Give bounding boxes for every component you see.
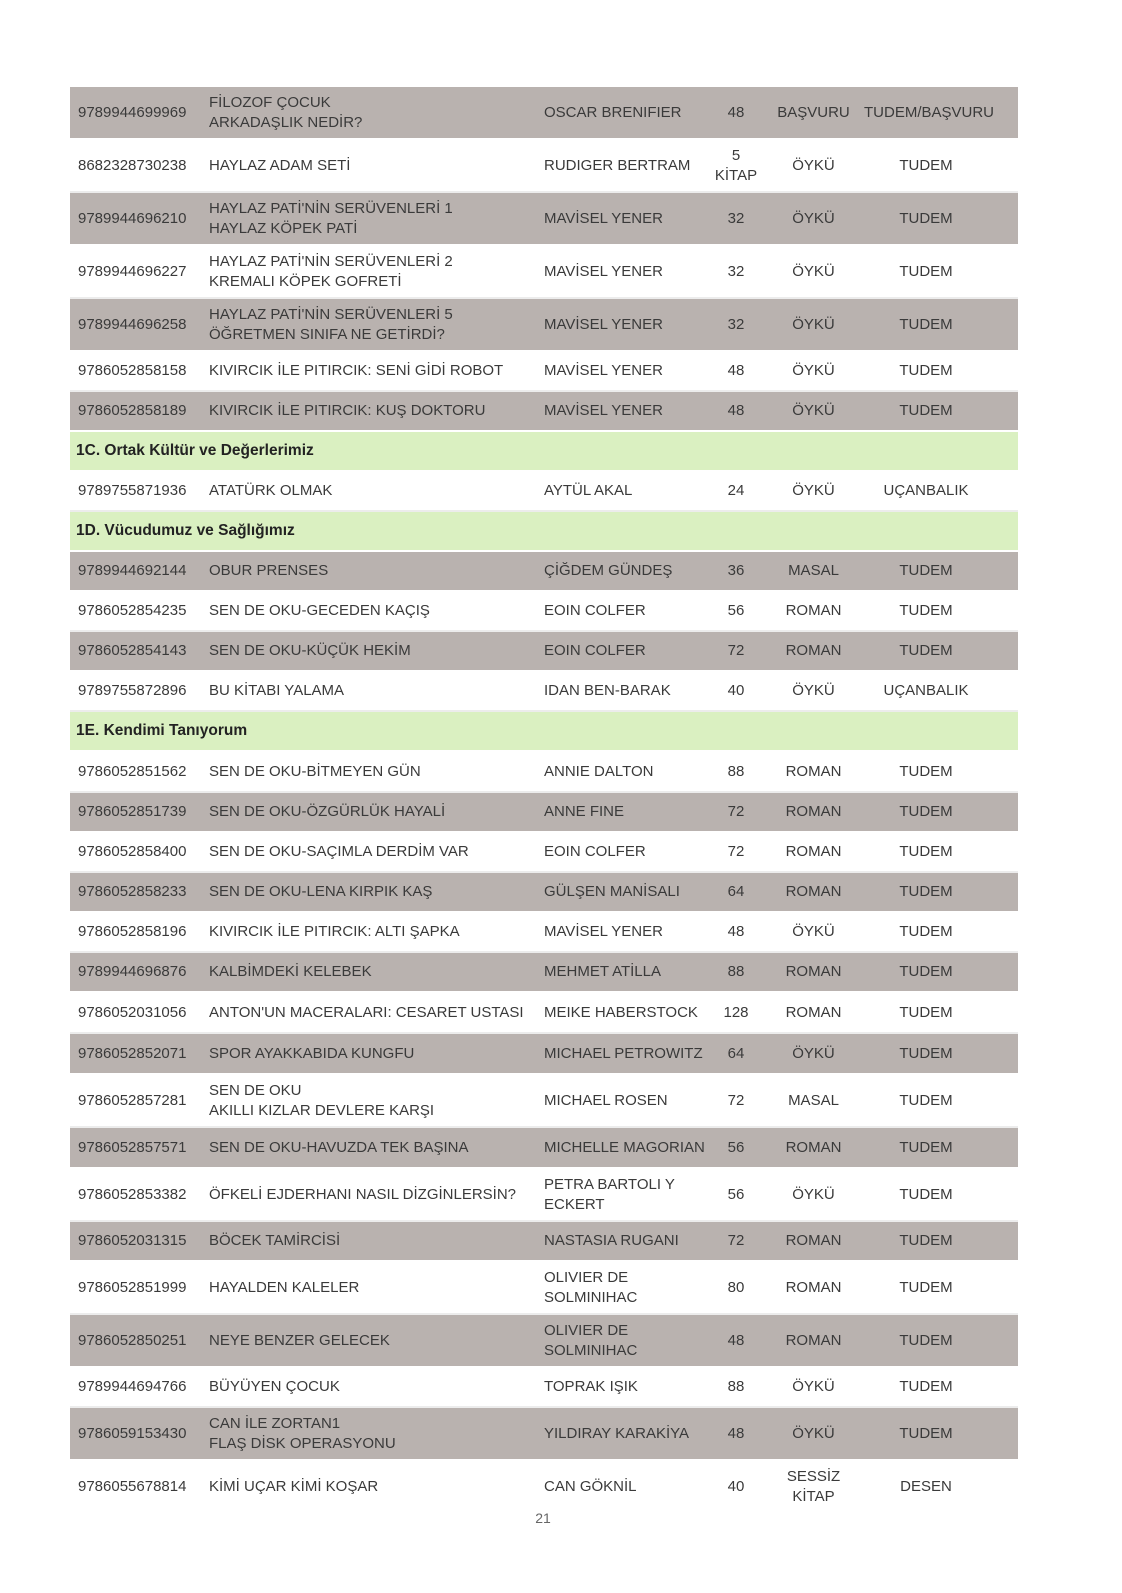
table-row	[70, 1034, 1018, 1075]
pages-cell: 88	[727, 1378, 745, 1395]
table-row	[70, 193, 1018, 246]
table-row	[70, 752, 1018, 793]
publisher-cell: TUDEM	[899, 602, 953, 619]
isbn-cell: 9789944694766	[78, 1378, 187, 1395]
isbn-cell: 9786052858233	[78, 883, 187, 900]
section-header: 1E. Kendimi Tanıyorum	[70, 712, 1018, 752]
publisher-cell: TUDEM	[899, 1331, 953, 1349]
table-row	[70, 913, 1018, 953]
publisher-cell: TUDEM	[899, 1003, 953, 1021]
isbn-cell: 9786052851562	[78, 762, 187, 780]
table-row	[70, 472, 1018, 512]
author-cell: YILDIRAY KARAKİYA	[544, 1424, 690, 1442]
isbn-cell: 9786052858196	[78, 923, 187, 940]
isbn-cell: 9786052851739	[78, 803, 187, 820]
table-row	[70, 246, 1018, 299]
isbn-cell: 9789944692144	[78, 562, 187, 579]
publisher-cell: TUDEM	[899, 1138, 953, 1156]
table-row	[70, 1408, 1018, 1461]
isbn-cell: 9786052850251	[78, 1331, 187, 1349]
publisher-cell: TUDEM	[899, 803, 953, 820]
table-row	[70, 953, 1018, 993]
pages-cell: 88	[727, 762, 745, 780]
title-cell: KİMİ UÇAR KİMİ KOŞAR	[209, 1477, 379, 1495]
isbn-cell: 9789944696258	[78, 315, 187, 333]
publisher-cell: TUDEM	[899, 883, 953, 900]
genre-cell: ÖYKÜ	[792, 262, 835, 280]
table-row	[70, 833, 1018, 873]
pages-cell: 5 KİTAP	[714, 146, 758, 184]
isbn-cell: 9789944696210	[78, 209, 187, 227]
publisher-cell: TUDEM	[899, 843, 953, 860]
title-cell: SEN DE OKU AKILLI KIZLAR DEVLERE KARŞI	[209, 1081, 435, 1119]
genre-cell: ÖYKÜ	[792, 156, 835, 174]
genre-cell: ROMAN	[785, 1003, 842, 1021]
isbn-cell: 9789944699969	[78, 103, 187, 121]
title-cell: BÖCEK TAMİRCİSİ	[209, 1232, 341, 1249]
author-cell: ÇİĞDEM GÜNDEŞ	[544, 562, 673, 579]
pages-cell: 48	[727, 1331, 745, 1349]
publisher-cell: UÇANBALIK	[883, 482, 969, 499]
publisher-cell: TUDEM	[899, 209, 953, 227]
pages-cell: 48	[727, 923, 745, 940]
genre-cell: ÖYKÜ	[792, 682, 835, 699]
genre-cell: ROMAN	[785, 1232, 842, 1249]
title-cell: KIVIRCIK İLE PITIRCIK: SENİ GİDİ ROBOT	[209, 362, 504, 379]
isbn-cell: 9786052858189	[78, 402, 187, 419]
author-cell: IDAN BEN-BARAK	[544, 682, 671, 699]
title-cell: SEN DE OKU-BİTMEYEN GÜN	[209, 762, 421, 780]
pages-cell: 72	[727, 642, 745, 659]
table-row	[70, 1128, 1018, 1169]
table-row	[70, 392, 1018, 432]
pages-cell: 72	[727, 1232, 745, 1249]
isbn-cell: 9789755871936	[78, 482, 187, 499]
publisher-cell: TUDEM	[899, 156, 953, 174]
title-cell: BU KİTABI YALAMA	[209, 682, 345, 699]
publisher-cell: UÇANBALIK	[883, 682, 969, 699]
pages-cell: 32	[727, 315, 745, 333]
author-cell: MICHAEL PETROWITZ	[544, 1044, 703, 1062]
title-cell: FİLOZOF ÇOCUK ARKADAŞLIK NEDİR?	[209, 93, 363, 131]
publisher-cell: TUDEM	[899, 262, 953, 280]
publisher-cell: TUDEM	[899, 963, 953, 980]
title-cell: ANTON'UN MACERALARI: CESARET USTASI	[209, 1003, 524, 1021]
table-row	[70, 1169, 1018, 1222]
title-cell: SPOR AYAKKABIDA KUNGFU	[209, 1044, 415, 1062]
isbn-cell: 9786052031056	[78, 1003, 187, 1021]
pages-cell: 40	[727, 682, 745, 699]
title-cell: SEN DE OKU-HAVUZDA TEK BAŞINA	[209, 1138, 469, 1156]
section-header: 1D. Vücudumuz ve Sağlığımız	[70, 512, 1018, 552]
genre-cell: ÖYKÜ	[792, 1424, 835, 1442]
genre-cell: ÖYKÜ	[792, 1185, 835, 1203]
author-cell: MEIKE HABERSTOCK	[544, 1003, 698, 1021]
pages-cell: 88	[727, 963, 745, 980]
table-row	[70, 592, 1018, 632]
publisher-cell: TUDEM/BAŞVURU	[864, 103, 995, 121]
pages-cell: 80	[727, 1278, 745, 1296]
publisher-cell: TUDEM	[899, 1424, 953, 1442]
page-number: 21	[535, 1510, 551, 1526]
genre-cell: MASAL	[788, 1091, 839, 1109]
title-cell: ÖFKELİ EJDERHANI NASIL DİZGİNLERSİN?	[209, 1185, 517, 1203]
author-cell: MAVİSEL YENER	[544, 402, 663, 419]
pages-cell: 72	[727, 803, 745, 820]
genre-cell: ROMAN	[785, 1331, 842, 1349]
isbn-cell: 9786052031315	[78, 1232, 187, 1249]
publisher-cell: TUDEM	[899, 402, 953, 419]
table-row	[70, 993, 1018, 1034]
author-cell: AYTÜL AKAL	[544, 482, 633, 499]
title-cell: CAN İLE ZORTAN1 FLAŞ DİSK OPERASYONU	[209, 1414, 396, 1452]
genre-cell: ROMAN	[785, 1138, 842, 1156]
author-cell: MAVİSEL YENER	[544, 209, 663, 227]
author-cell: MICHELLE MAGORIAN	[544, 1138, 705, 1156]
title-cell: HAYLAZ PATİ'NİN SERÜVENLERİ 5 ÖĞRETMEN SINIFA NE GETİRDİ?	[209, 305, 453, 343]
author-cell: EOIN COLFER	[544, 602, 646, 619]
publisher-cell: DESEN	[900, 1477, 952, 1495]
isbn-cell: 9786052851999	[78, 1278, 187, 1296]
genre-cell: ÖYKÜ	[792, 1378, 835, 1395]
isbn-cell: 9786052857571	[78, 1138, 187, 1156]
table-row	[70, 1222, 1018, 1262]
title-cell: BÜYÜYEN ÇOCUK	[209, 1378, 340, 1395]
genre-cell: ÖYKÜ	[792, 209, 835, 227]
genre-cell: MASAL	[788, 562, 839, 579]
author-cell: EOIN COLFER	[544, 843, 646, 860]
title-cell: SEN DE OKU-LENA KIRPIK KAŞ	[209, 883, 433, 900]
table-row	[70, 140, 1018, 193]
author-cell: OSCAR BRENIFIER	[544, 103, 682, 121]
table-row	[70, 87, 1018, 140]
title-cell: KALBİMDEKİ KELEBEK	[209, 963, 372, 980]
author-cell: MICHAEL ROSEN	[544, 1091, 668, 1109]
publisher-cell: TUDEM	[899, 762, 953, 780]
title-cell: ATATÜRK OLMAK	[209, 482, 333, 499]
title-cell: SEN DE OKU-SAÇIMLA DERDİM VAR	[209, 843, 469, 860]
genre-cell: ÖYKÜ	[792, 402, 835, 419]
genre-cell: ROMAN	[785, 803, 842, 820]
title-cell: NEYE BENZER GELECEK	[209, 1331, 390, 1349]
publisher-cell: TUDEM	[899, 1278, 953, 1296]
author-cell: EOIN COLFER	[544, 642, 646, 659]
section-header: 1C. Ortak Kültür ve Değerlerimiz	[70, 432, 1018, 472]
author-cell: MAVİSEL YENER	[544, 923, 663, 940]
publisher-cell: TUDEM	[899, 315, 953, 333]
publisher-cell: TUDEM	[899, 923, 953, 940]
table-row	[70, 299, 1018, 352]
genre-cell: BAŞVURU	[777, 103, 850, 121]
publisher-cell: TUDEM	[899, 1044, 953, 1062]
genre-cell: ÖYKÜ	[792, 1044, 835, 1062]
genre-cell: ROMAN	[785, 963, 842, 980]
publisher-cell: TUDEM	[899, 1232, 953, 1249]
pages-cell: 56	[727, 1138, 745, 1156]
title-cell: SEN DE OKU-ÖZGÜRLÜK HAYALİ	[209, 803, 446, 820]
publisher-cell: TUDEM	[899, 1378, 953, 1395]
title-cell: HAYLAZ PATİ'NİN SERÜVENLERİ 2 KREMALI KÖPEK GOFRETİ	[209, 252, 453, 290]
book-list-table	[70, 87, 1018, 1514]
author-cell: RUDIGER BERTRAM	[544, 156, 691, 174]
author-cell: MEHMET ATİLLA	[544, 963, 661, 980]
title-cell: SEN DE OKU-KÜÇÜK HEKİM	[209, 642, 411, 659]
isbn-cell: 9789944696227	[78, 262, 187, 280]
title-cell: HAYLAZ ADAM SETİ	[209, 156, 351, 174]
pages-cell: 36	[727, 562, 745, 579]
pages-cell: 64	[727, 883, 745, 900]
table-row	[70, 793, 1018, 833]
genre-cell: ÖYKÜ	[792, 923, 835, 940]
genre-cell: ROMAN	[785, 1278, 842, 1296]
pages-cell: 32	[727, 209, 745, 227]
author-cell: TOPRAK IŞIK	[544, 1378, 638, 1395]
author-cell: CAN GÖKNİL	[544, 1477, 637, 1495]
author-cell: PETRA BARTOLI Y ECKERT	[544, 1175, 675, 1213]
table-row	[70, 632, 1018, 672]
isbn-cell: 9786052858158	[78, 362, 187, 379]
author-cell: ANNE FINE	[544, 803, 625, 820]
pages-cell: 56	[727, 602, 745, 619]
table-row	[70, 552, 1018, 592]
author-cell: MAVİSEL YENER	[544, 262, 663, 280]
isbn-cell: 9786052852071	[78, 1044, 187, 1062]
pages-cell: 32	[727, 262, 745, 280]
isbn-cell: 9789755872896	[78, 682, 187, 699]
table-row	[70, 1461, 1018, 1514]
author-cell: GÜLŞEN MANİSALI	[544, 883, 680, 900]
table-row	[70, 873, 1018, 913]
genre-cell: ROMAN	[785, 602, 842, 619]
pages-cell: 48	[727, 103, 745, 121]
pages-cell: 128	[723, 1003, 749, 1021]
isbn-cell: 9789944696876	[78, 963, 187, 980]
author-cell: OLIVIER DE SOLMINIHAC	[544, 1321, 638, 1359]
isbn-cell: 9786052854235	[78, 602, 187, 619]
genre-cell: ÖYKÜ	[792, 482, 835, 499]
table-row	[70, 1315, 1018, 1368]
pages-cell: 40	[727, 1477, 745, 1495]
pages-cell: 56	[727, 1185, 745, 1203]
isbn-cell: 9786052858400	[78, 843, 187, 860]
title-cell: OBUR PRENSES	[209, 562, 329, 579]
author-cell: MAVİSEL YENER	[544, 315, 663, 333]
isbn-cell: 9786059153430	[78, 1424, 187, 1442]
title-cell: KIVIRCIK İLE PITIRCIK: ALTI ŞAPKA	[209, 923, 460, 940]
table-row	[70, 1368, 1018, 1408]
genre-cell: ROMAN	[785, 642, 842, 659]
publisher-cell: TUDEM	[899, 1091, 953, 1109]
isbn-cell: 9786055678814	[78, 1477, 187, 1495]
pages-cell: 48	[727, 402, 745, 419]
author-cell: OLIVIER DE SOLMINIHAC	[544, 1268, 638, 1306]
table-row	[70, 352, 1018, 392]
isbn-cell: 9786052854143	[78, 642, 187, 659]
table-row	[70, 1262, 1018, 1315]
pages-cell: 24	[727, 482, 745, 499]
pages-cell: 64	[727, 1044, 745, 1062]
publisher-cell: TUDEM	[899, 362, 953, 379]
author-cell: ANNIE DALTON	[544, 762, 654, 780]
genre-cell: ROMAN	[785, 883, 842, 900]
title-cell: SEN DE OKU-GECEDEN KAÇIŞ	[209, 602, 430, 619]
publisher-cell: TUDEM	[899, 642, 953, 659]
isbn-cell: 9786052853382	[78, 1185, 187, 1203]
isbn-cell: 8682328730238	[78, 156, 187, 174]
isbn-cell: 9786052857281	[78, 1091, 187, 1109]
genre-cell: ÖYKÜ	[792, 362, 835, 379]
pages-cell: 48	[727, 1424, 745, 1442]
author-cell: NASTASIA RUGANI	[544, 1232, 679, 1249]
publisher-cell: TUDEM	[899, 562, 953, 579]
pages-cell: 48	[727, 362, 745, 379]
genre-cell: ÖYKÜ	[792, 315, 835, 333]
pages-cell: 72	[727, 843, 745, 860]
genre-cell: SESSİZ KİTAP	[786, 1467, 841, 1505]
pages-cell: 72	[727, 1091, 745, 1109]
publisher-cell: TUDEM	[899, 1185, 953, 1203]
table-row	[70, 1075, 1018, 1128]
author-cell: MAVİSEL YENER	[544, 362, 663, 379]
title-cell: KIVIRCIK İLE PITIRCIK: KUŞ DOKTORU	[209, 402, 486, 419]
table-row	[70, 672, 1018, 712]
genre-cell: ROMAN	[785, 762, 842, 780]
title-cell: HAYLAZ PATİ'NİN SERÜVENLERİ 1 HAYLAZ KÖPEK PATİ	[209, 199, 453, 237]
title-cell: HAYALDEN KALELER	[209, 1278, 360, 1296]
genre-cell: ROMAN	[785, 843, 842, 860]
